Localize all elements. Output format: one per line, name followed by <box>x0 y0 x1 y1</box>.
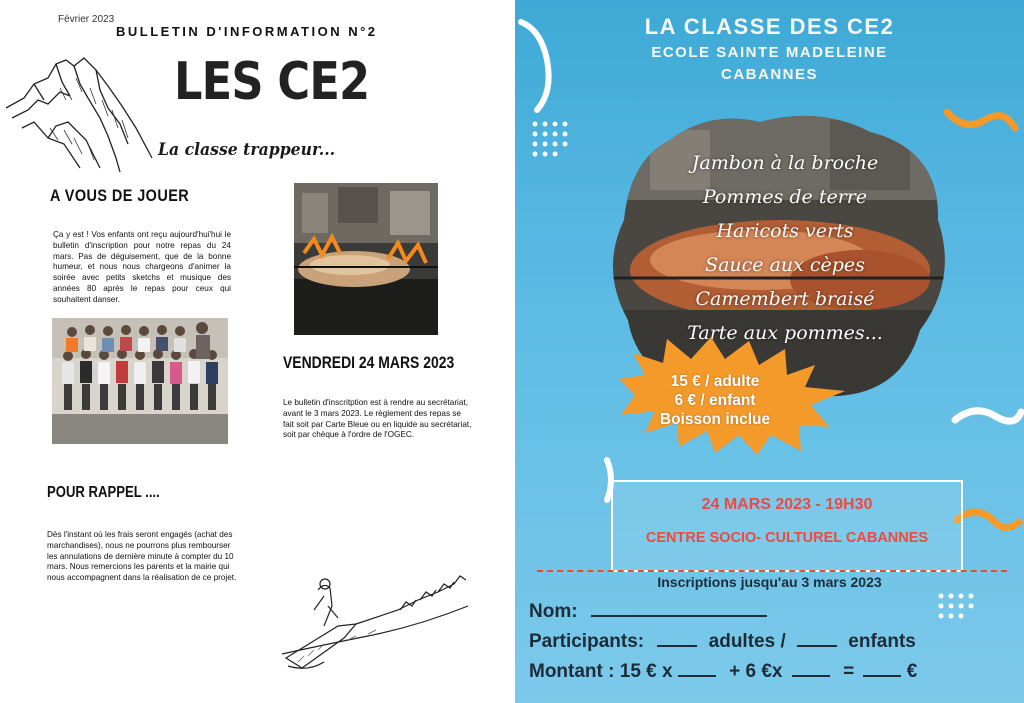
roasting-photo <box>294 183 438 335</box>
nom-label: Nom: <box>529 601 578 622</box>
section-heading-a-vous: A VOUS DE JOUER <box>50 186 190 205</box>
adults-count-field[interactable] <box>657 630 697 647</box>
event-poster <box>515 0 1024 703</box>
menu-item: Tarte aux pommes... <box>687 322 883 344</box>
total-field[interactable] <box>863 660 901 677</box>
nom-field[interactable] <box>591 600 767 617</box>
children-count-field[interactable] <box>797 630 837 647</box>
menu-item: Haricots verts <box>716 220 854 242</box>
price-child: 6 € / enfant <box>674 392 756 409</box>
section-text-a-vous: Ça y est ! Vos enfants ont reçu aujourd'hui'hui le bulletin d'inscription pour notre repas du 24 mars. Pas de déguisement, que de la bonne humeur, et nous nous chargeons d'animer la soirée avec petits sketchs et musique des années 80 après le repas pour ceux qui souhaitent danser. <box>53 230 231 304</box>
event-info-box <box>611 480 963 572</box>
poster-heading-class: LA CLASSE DES CE2 <box>644 14 895 39</box>
child-qty-field[interactable] <box>792 660 830 677</box>
participants-label: Participants: <box>529 631 645 652</box>
mountain-illustration <box>4 48 156 174</box>
section-text-rappel: Dès l'instant où les frais seront engagés (achat des marchandises), nous ne pourrons plus rembourser les annulations de dernière minute à compter du 10 mars. Nous remercions les parents et la mairie qui nous accompagnent dans la réalisation de ce projet. <box>47 530 237 583</box>
newsletter-subtitle: La classe trappeur... <box>158 140 336 160</box>
form-nom-row <box>529 600 767 623</box>
menu-item: Jambon à la broche <box>691 152 879 174</box>
euro-label: € <box>906 661 918 682</box>
menu-item: Camembert braisé <box>695 288 875 310</box>
newsletter-title: LES CE2 <box>174 52 370 112</box>
dog-sled-illustration <box>278 566 474 680</box>
section-heading-vendredi: VENDREDI 24 MARS 2023 <box>283 353 455 372</box>
form-montant-row <box>529 660 917 683</box>
event-place: CENTRE SOCIO- CULTUREL CABANNES <box>645 530 929 546</box>
adult-qty-field[interactable] <box>678 660 716 677</box>
menu-item: Pommes de terre <box>702 186 868 208</box>
enfants-label: enfants <box>848 631 916 652</box>
class-group-photo <box>52 318 228 444</box>
form-participants-row <box>529 630 916 653</box>
poster-heading-town: CABANNES <box>720 66 818 83</box>
price-block <box>635 372 795 429</box>
menu-item: Sauce aux cèpes <box>705 254 865 276</box>
equals-label: = <box>843 661 855 682</box>
menu-list <box>630 146 940 350</box>
section-heading-rappel: POUR RAPPEL .... <box>47 484 160 501</box>
newsletter-date: Février 2023 <box>58 14 115 25</box>
price-adult: 15 € / adulte <box>670 373 760 390</box>
inscriptions-deadline: Inscriptions jusqu'au 3 mars 2023 <box>657 574 882 590</box>
adultes-label: adultes / <box>708 631 786 652</box>
event-date: 24 MARS 2023 - 19H30 <box>701 496 873 513</box>
poster-heading-school: ECOLE SAINTE MADELEINE <box>651 44 888 61</box>
bulletin-title: BULLETIN D'INFORMATION N°2 <box>116 24 378 39</box>
cut-line <box>537 570 1007 572</box>
section-text-vendredi: Le bulletin d'inscritption est à rendre au secrétariat, avant le 3 mars 2023. Le règlement des repas se fait soit par Carte Bleue ou en liquide au secrétariat, soit par chèque à l'ordre de l'OGEC. <box>283 398 472 440</box>
plus-label: + 6 €x <box>729 661 783 682</box>
montant-label: Montant : 15 € x <box>529 661 673 682</box>
price-drink: Boisson inclue <box>659 411 771 428</box>
